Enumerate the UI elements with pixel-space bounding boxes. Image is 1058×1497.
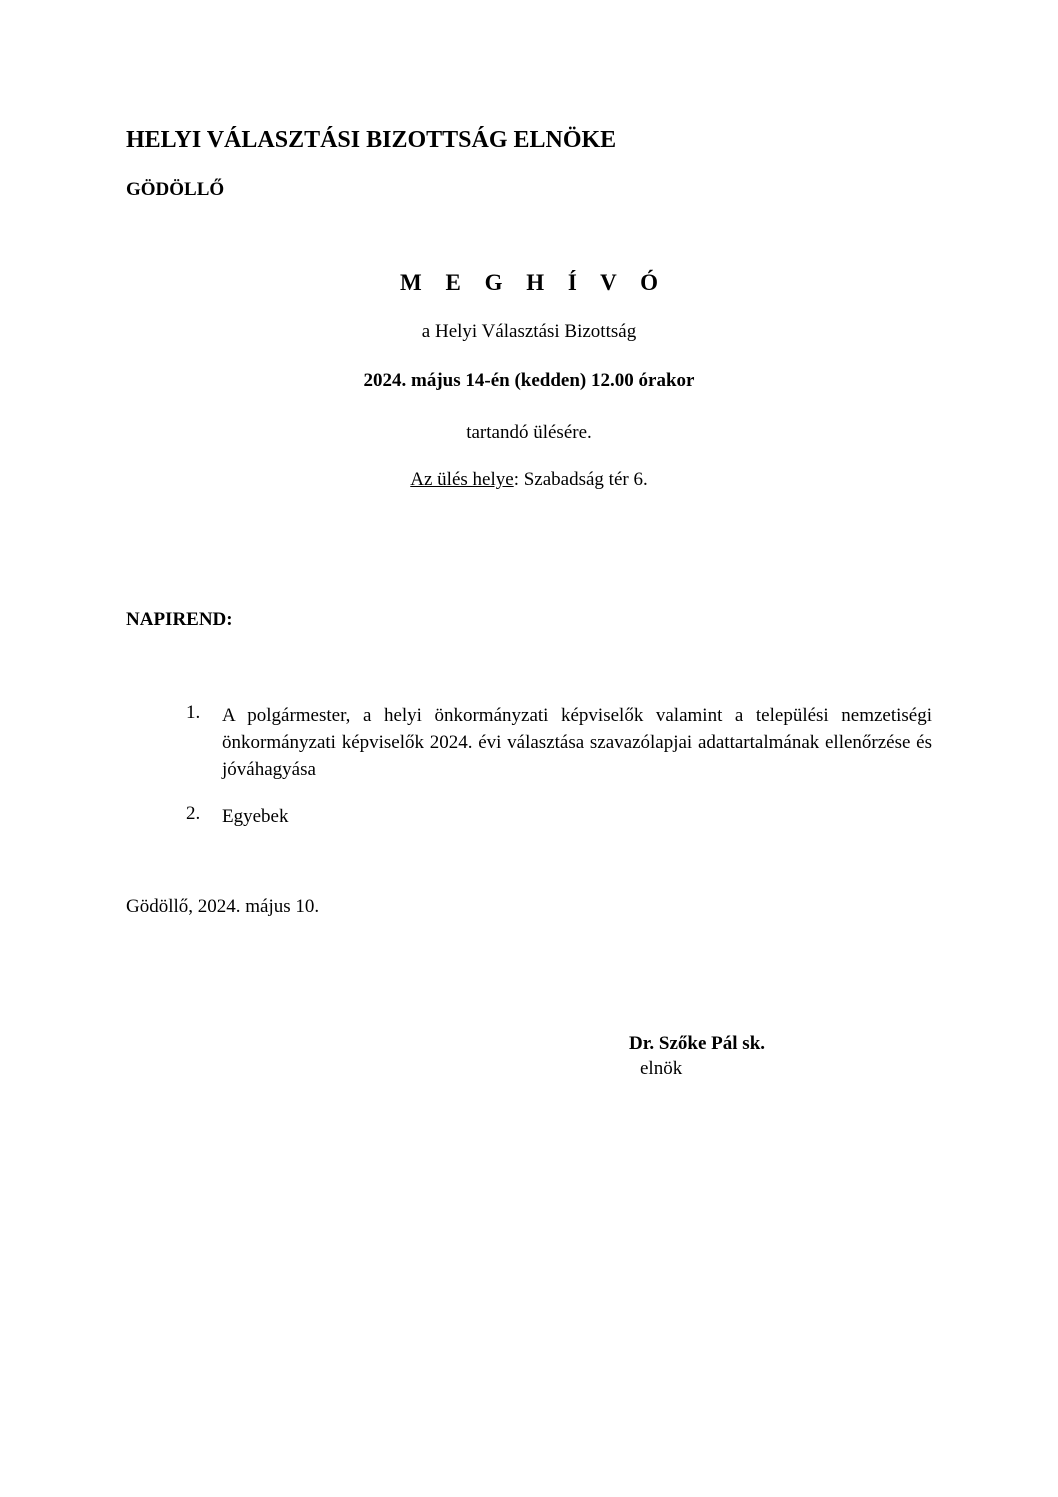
agenda-item-text: A polgármester, a helyi önkormányzati képviselők valamint a települési nemzetiségi önkormányzati képviselők 2024. évi választása szavazólapjai adattartalmának ellenőrzése és jóváhagyása	[222, 705, 932, 780]
agenda-item	[186, 803, 932, 830]
place-and-date: Gödöllő, 2024. május 10.	[126, 896, 320, 917]
agenda-heading: NAPIREND:	[126, 609, 233, 630]
agenda-item-text: Egyebek	[222, 806, 289, 827]
city-name: GÖDÖLLŐ	[126, 179, 225, 200]
organization-name: HELYI VÁLASZTÁSI BIZOTTSÁG ELNÖKE	[126, 127, 617, 153]
agenda-item-number: 1.	[186, 702, 201, 723]
agenda-list	[186, 702, 932, 850]
committee-line: a Helyi Választási Bizottság	[421, 321, 637, 342]
meeting-purpose: tartandó ülésére.	[466, 422, 592, 443]
meeting-datetime: 2024. május 14-én (kedden) 12.00 órakor	[363, 370, 695, 391]
document-title: M E G H Í V Ó	[400, 270, 667, 295]
venue-label: Az ülés helye	[410, 469, 514, 490]
venue-separator: :	[513, 469, 519, 490]
meeting-venue	[0, 469, 1058, 491]
agenda-item-number: 2.	[186, 803, 201, 824]
signer-name: Dr. Szőke Pál sk.	[629, 1033, 766, 1054]
agenda-item	[186, 702, 932, 783]
venue-value: Szabadság tér 6.	[518, 469, 648, 490]
signer-title: elnök	[640, 1058, 683, 1079]
